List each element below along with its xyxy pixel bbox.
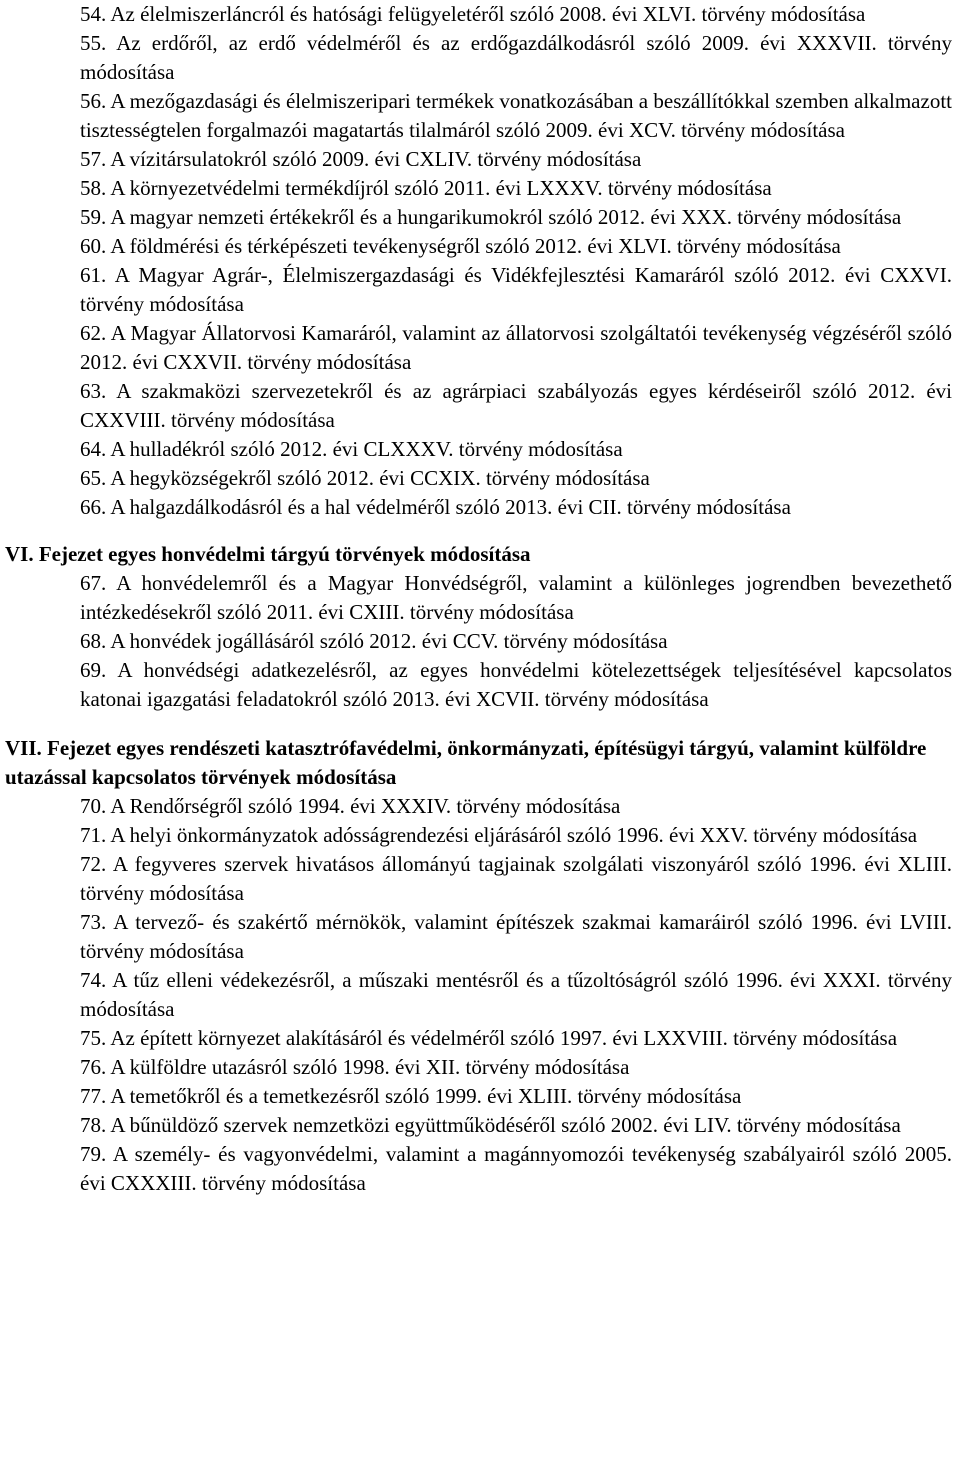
- list-item: 67. A honvédelemről és a Magyar Honvédségről, valamint a különleges jogrendben bevezethető intézkedésekről szóló 2011. évi CXIII. törvény módosítása: [80, 571, 952, 624]
- section-vii-heading: VII. Fejezet egyes rendészeti katasztrófavédelmi, önkormányzati, építésügyi tárgyú, valamint külföldre utazással kapcsolatos törvények módosítása: [5, 736, 927, 789]
- list-item: 56. A mezőgazdasági és élelmiszeripari termékek vonatkozásában a beszállítókkal szemben alkalmazott tisztességtelen forgalmazói magatartás tilalmáról szóló 2009. évi XCV. törvény módosítása: [80, 89, 952, 142]
- section-vii-list: [0, 792, 952, 1198]
- list-item: 62. A Magyar Állatorvosi Kamaráról, valamint az állatorvosi szolgáltatói tevékenység végzéséről szóló 2012. évi CXXVII. törvény módosítása: [80, 321, 952, 374]
- list-item: 64. A hulladékról szóló 2012. évi CLXXXV. törvény módosítása: [80, 437, 623, 461]
- list-item: 77. A temetőkről és a temetkezésről szóló 1999. évi XLIII. törvény módosítása: [80, 1084, 742, 1108]
- section-v-list: [0, 0, 952, 522]
- list-item: 60. A földmérési és térképészeti tevékenységről szóló 2012. évi XLVI. törvény módosítása: [80, 234, 841, 258]
- list-item: 54. Az élelmiszerláncról és hatósági felügyeletéről szóló 2008. évi XLVI. törvény módosítása: [80, 2, 866, 26]
- list-item: 78. A bűnüldöző szervek nemzetközi együttműködéséről szóló 2002. évi LIV. törvény módosítása: [80, 1113, 901, 1137]
- list-item: 74. A tűz elleni védekezésről, a műszaki mentésről és a tűzoltóságról szóló 1996. évi XXXI. törvény módosítása: [80, 968, 952, 1021]
- list-item: 68. A honvédek jogállásáról szóló 2012. évi CCV. törvény módosítása: [80, 629, 668, 653]
- list-item: 63. A szakmaközi szervezetekről és az agrárpiaci szabályozás egyes kérdéseiről szóló 2012. évi CXXVIII. törvény módosítása: [80, 379, 952, 432]
- list-item: 57. A vízitársulatokról szóló 2009. évi CXLIV. törvény módosítása: [80, 147, 642, 171]
- list-item: 75. Az épített környezet alakításáról és védelméről szóló 1997. évi LXXVIII. törvény módosítása: [80, 1026, 898, 1050]
- list-item: 70. A Rendőrségről szóló 1994. évi XXXIV. törvény módosítása: [80, 794, 621, 818]
- list-item: 69. A honvédségi adatkezelésről, az egyes honvédelmi kötelezettségek teljesítésével kapcsolatos katonai igazgatási feladatokról szóló 2013. évi XCVII. törvény módosítása: [80, 658, 952, 711]
- list-item: 76. A külföldre utazásról szóló 1998. évi XII. törvény módosítása: [80, 1055, 630, 1079]
- list-item: 61. A Magyar Agrár-, Élelmiszergazdasági és Vidékfejlesztési Kamaráról szóló 2012. évi CXXVI. törvény módosítása: [80, 263, 952, 316]
- list-item: 55. Az erdőről, az erdő védelméről és az erdőgazdálkodásról szóló 2009. évi XXXVII. törvény módosítása: [80, 31, 952, 84]
- list-item: 72. A fegyveres szervek hivatásos állományú tagjainak szolgálati viszonyáról szóló 1996. évi XLIII. törvény módosítása: [80, 852, 952, 905]
- list-item: 73. A tervező- és szakértő mérnökök, valamint építészek szakmai kamaráiról szóló 1996. évi LVIII. törvény módosítása: [80, 910, 952, 963]
- section-vi-heading: VI. Fejezet egyes honvédelmi tárgyú törvények módosítása: [5, 542, 531, 566]
- list-item: 79. A személy- és vagyonvédelmi, valamint a magánnyomozói tevékenység szabályairól szóló 2005. évi CXXXIII. törvény módosítása: [80, 1142, 952, 1195]
- list-item: 59. A magyar nemzeti értékekről és a hungarikumokról szóló 2012. évi XXX. törvény módosítása: [80, 205, 902, 229]
- list-item: 65. A hegyközségekről szóló 2012. évi CCXIX. törvény módosítása: [80, 466, 650, 490]
- list-item: 66. A halgazdálkodásról és a hal védelméről szóló 2013. évi CII. törvény módosítása: [80, 495, 791, 519]
- section-vi-list: [0, 569, 952, 714]
- list-item: 71. A helyi önkormányzatok adósságrendezési eljárásáról szóló 1996. évi XXV. törvény módosítása: [80, 823, 918, 847]
- list-item: 58. A környezetvédelmi termékdíjról szóló 2011. évi LXXXV. törvény módosítása: [80, 176, 772, 200]
